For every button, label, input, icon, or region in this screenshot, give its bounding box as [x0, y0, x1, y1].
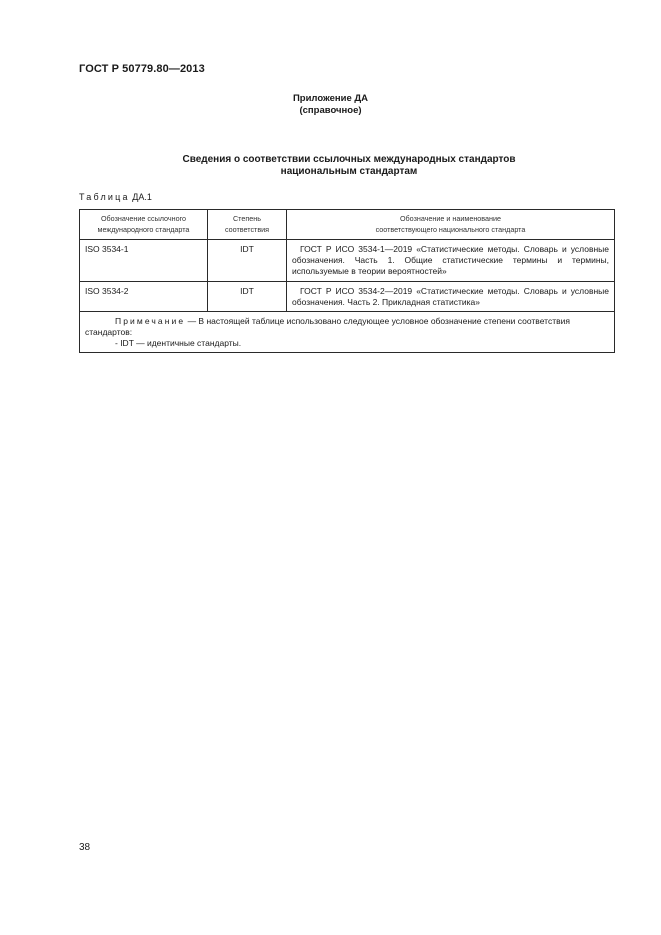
document-header: ГОСТ Р 50779.80—2013	[79, 63, 205, 75]
header-degree-line1: Степень	[232, 214, 261, 223]
header-reference-standard-line1: Обозначение ссылочного	[100, 214, 187, 223]
note-body: — В настоящей таблице использовано следующее условное обозначение степени соответствия стандартов:	[85, 316, 570, 337]
cell-degree: IDT	[208, 282, 287, 312]
cell-reference-code: ISO 3534-1	[80, 240, 208, 282]
note-label: Примечание	[115, 316, 186, 326]
table-row	[80, 240, 615, 282]
table-note	[80, 312, 615, 353]
note-item: - IDT — идентичные стандарты.	[115, 338, 242, 348]
header-reference-standard-line2: международного стандарта	[97, 225, 190, 234]
header-national-standard-line2: соответствующего национального стандарта	[375, 225, 526, 234]
table-note-row	[80, 312, 615, 353]
table-header-row	[80, 210, 615, 240]
section-title-line1: Сведения о соответствии ссылочных международных стандартов	[182, 154, 516, 165]
header-reference-standard	[80, 210, 208, 240]
cell-reference-code: ISO 3534-2	[80, 282, 208, 312]
cell-national-standard: ГОСТ Р ИСО 3534-2—2019 «Статистические методы. Словарь и условные обозначения. Часть 2. Прикладная статистика»	[287, 282, 615, 312]
header-national-standard-line1: Обозначение и наименование	[399, 214, 502, 223]
section-title	[0, 154, 661, 178]
cell-national-standard: ГОСТ Р ИСО 3534-1—2019 «Статистические методы. Словарь и условные обозначения. Часть 1. Общие статистические термины и термины, используемые в теории вероятностей»	[287, 240, 615, 282]
table-caption-word: Таблица	[79, 192, 130, 202]
section-title-line2: национальным стандартам	[280, 166, 418, 177]
table-caption	[79, 192, 152, 202]
table-row	[80, 282, 615, 312]
table-caption-number: ДА.1	[132, 192, 152, 202]
header-degree	[208, 210, 287, 240]
note-text	[85, 316, 609, 338]
appendix-title: Приложение ДА	[292, 93, 369, 104]
page-number: 38	[79, 842, 91, 853]
header-degree-line2: соответствия	[224, 225, 270, 234]
header-national-standard	[287, 210, 615, 240]
correspondence-table	[79, 209, 615, 353]
appendix-subtitle: (справочное)	[299, 105, 362, 116]
cell-degree: IDT	[208, 240, 287, 282]
